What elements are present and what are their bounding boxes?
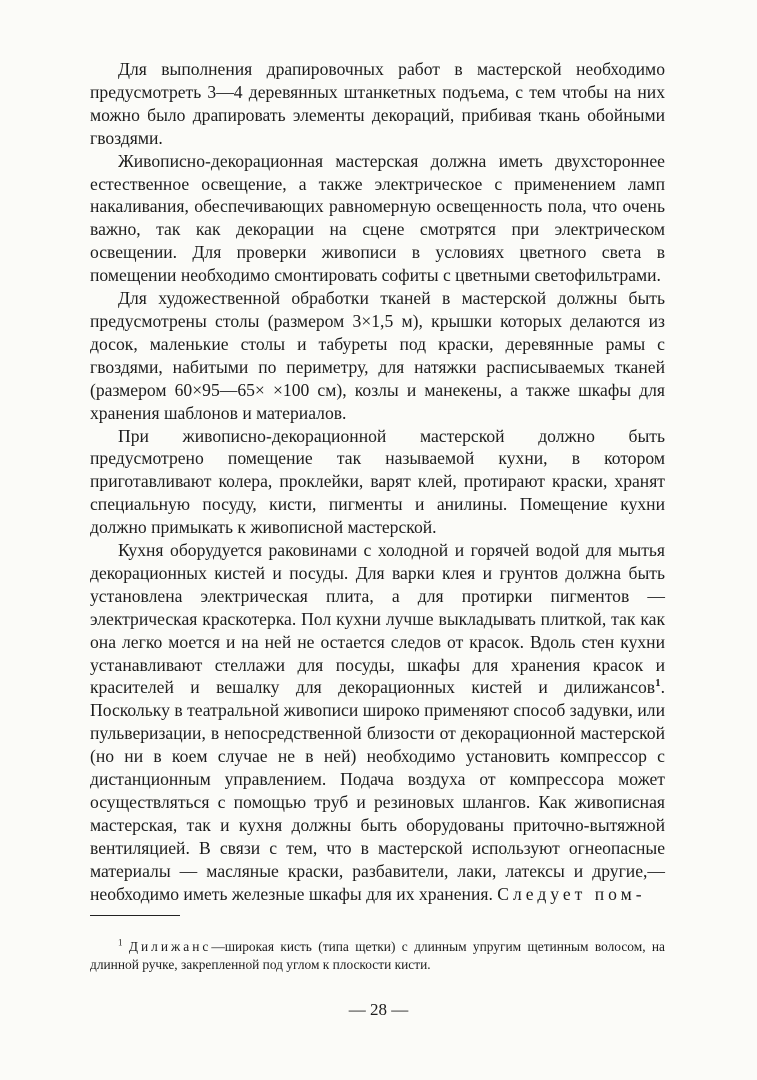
footnote-mark: 1 <box>118 937 123 948</box>
paragraph-1: Для выполнения драпировочных работ в мастерской необходимо предусмотреть 3—4 деревянных штанкетных подъема, с тем чтобы на них можно было драпировать элементы декораций, прибивая ткань обойными гвоздями. <box>90 59 665 148</box>
page-number: — 28 — <box>348 1000 409 1019</box>
paragraph-4: При живописно-декорационной мастерской должно быть предусмотрено помещение так называемой кухни, в котором приготавливают колера, проклейки, варят клей, протирают краски, хранят специальную посуду, кисти, пигменты и анилины. Помещение кухни должно примыкать к живописной мастерской. <box>90 425 665 538</box>
footnote-definition: —широкая кисть (типа щетки) с длинным упругим щетинным волосом, на длинной ручке, закрепленной под углом к плоскости кисти. <box>90 939 665 972</box>
paragraph-3: Для художественной обработки тканей в мастерской должны быть предусмотрены столы (размером 3×1,5 м), крышки которых делаются из досок, маленькие столы и табуреты под краски, деревянные рамы с гвоздями, набитыми по периметру, для натяжки расписываемых тканей (размером 60×95—65× ×100 см), козлы и манекены, а также шкафы для хранения шаблонов и материалов. <box>90 288 665 423</box>
paragraph-5-text-a: Кухня оборудуется раковинами с холодной и горячей водой для мытья декорационных кистей и посуды. Для варки клея и грунтов должна быть установлена электрическая плита, а для протирки пигментов — электрическая краскотерка. Пол кухни лучше выкладывать плиткой, так как она легко моется и на ней не остается следов от красок. Вдоль стен кухни устанавливают стеллажи для посуды, шкафы для хранения красок и красителей и вешалку для декорационных кистей и дилижансов <box>90 540 665 698</box>
footnote <box>90 938 665 973</box>
paragraph-5-text-b: . Поскольку в театральной живописи широко применяют способ задувки, или пульверизации, в непосредственной близости от декорационной мастерской (но ни в коем случае не в ней) необходимо установить компрессор с дистанционным управлением. Подача воздуха от компрессора может осуществляться с помощью труб и резиновых шлангов. Как живописная мастерская, так и кухня должны быть оборудованы приточно-вытяжной вентиляцией. В связи с тем, что в мастерской используют огнеопасные материалы — масляные краски, разбавители, лаки, латексы и другие,— необходимо иметь железные шкафы для их хранения. <box>90 677 665 904</box>
paragraph-2: Живописно-декорационная мастерская должна иметь двухстороннее естественное освещение, а также электрическое с применением ламп накаливания, обеспечивающих равномерную освещенность пола, что очень важно, так как декорации на сцене смотрятся при электрическом освещении. Для проверки живописи в условиях цветного света в помещении необходимо смонтировать софиты с цветными светофильтрами. <box>90 150 665 286</box>
footnote-term: Дилижанс <box>128 939 212 954</box>
main-text <box>90 58 665 906</box>
paragraph-5-spaced-tail: Следует пом- <box>497 883 646 904</box>
paragraph-5 <box>90 539 665 906</box>
footnote-reference[interactable]: 1 <box>655 677 661 690</box>
footnote-divider <box>90 915 180 916</box>
